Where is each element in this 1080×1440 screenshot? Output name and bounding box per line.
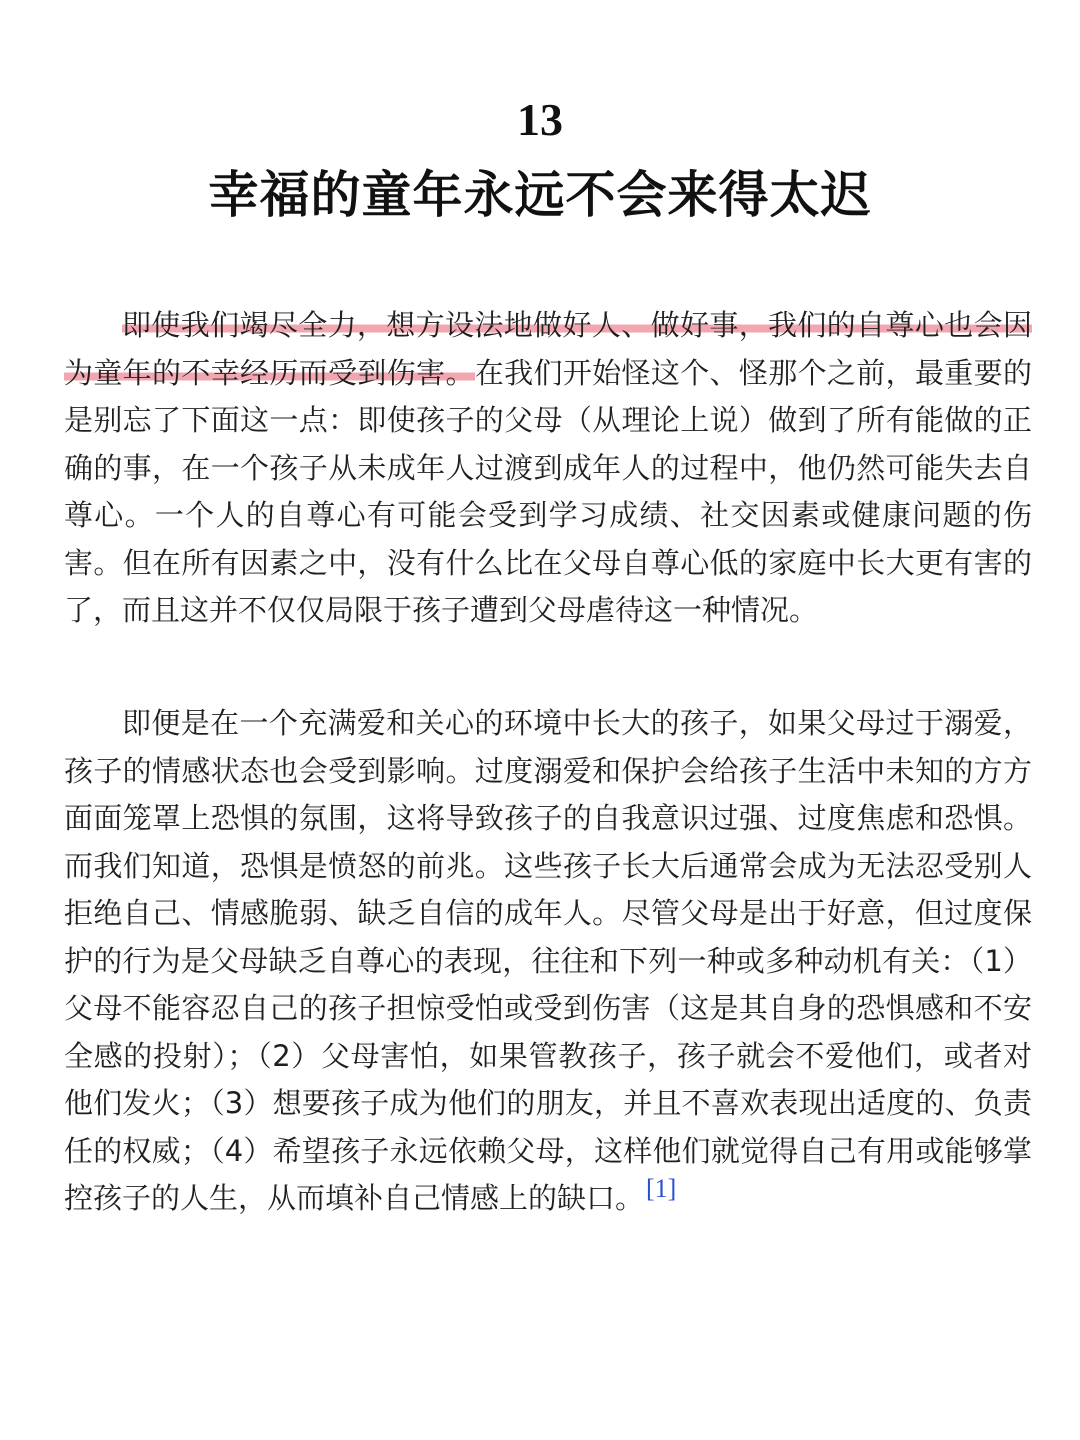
- paragraph-2: [64, 700, 1032, 1223]
- paragraph-2-text: [64, 700, 1032, 1223]
- chapter-title: 幸福的童年永远不会来得太迟: [208, 166, 872, 224]
- paragraph-1-rest: 在我们开始怪这个、怪那个之前，最重要的是别忘了下面这一点：即使孩子的父母（从理论上说）做到了所有能做的正确的事，在一个孩子从未成年人过渡到成年人的过程中，他仍然可能失去自尊心。一个人的自尊心有可能会受到学习成绩、社交因素或健康问题的伤害。但在所有因素之中，没有什么比在父母自尊心低的家庭中长大更有害的了，而且这并不仅仅局限于孩子遭到父母虐待这一种情况。: [64, 355, 1032, 627]
- highlighted-sentence: 即使我们竭尽全力，想方设法地做好人、做好事，我们的自尊心也会因为童年的不幸经历而受到伤害。: [64, 308, 1032, 390]
- chapter-number: 13: [517, 94, 563, 145]
- paragraph-1: [64, 302, 1032, 635]
- paragraph-2-body: 即便是在一个充满爱和关心的环境中长大的孩子，如果父母过于溺爱，孩子的情感状态也会受到影响。过度溺爱和保护会给孩子生活中未知的方方面面笼罩上恐惧的氛围，这将导致孩子的自我意识过强、过度焦虑和恐惧。而我们知道，恐惧是愤怒的前兆。这些孩子长大后通常会成为无法忍受别人拒绝自己、情感脆弱、缺乏自信的成年人。尽管父母是出于好意，但过度保护的行为是父母缺乏自尊心的表现，往往和下列一种或多种动机有关：（1）父母不能容忍自己的孩子担惊受怕或受到伤害（这是其自身的恐惧感和不安全感的投射）；（2）父母害怕，如果管教孩子，孩子就会不爱他们，或者对他们发火；（3）想要孩子成为他们的朋友，并且不喜欢表现出适度的、负责任的权威；（4）希望孩子永远依赖父母，这样他们就觉得自己有用或能够掌控孩子的人生，从而填补自己情感上的缺口。: [64, 706, 1032, 1215]
- footnote-link[interactable]: [1]: [646, 1174, 677, 1204]
- paragraph-1-text: [64, 302, 1032, 635]
